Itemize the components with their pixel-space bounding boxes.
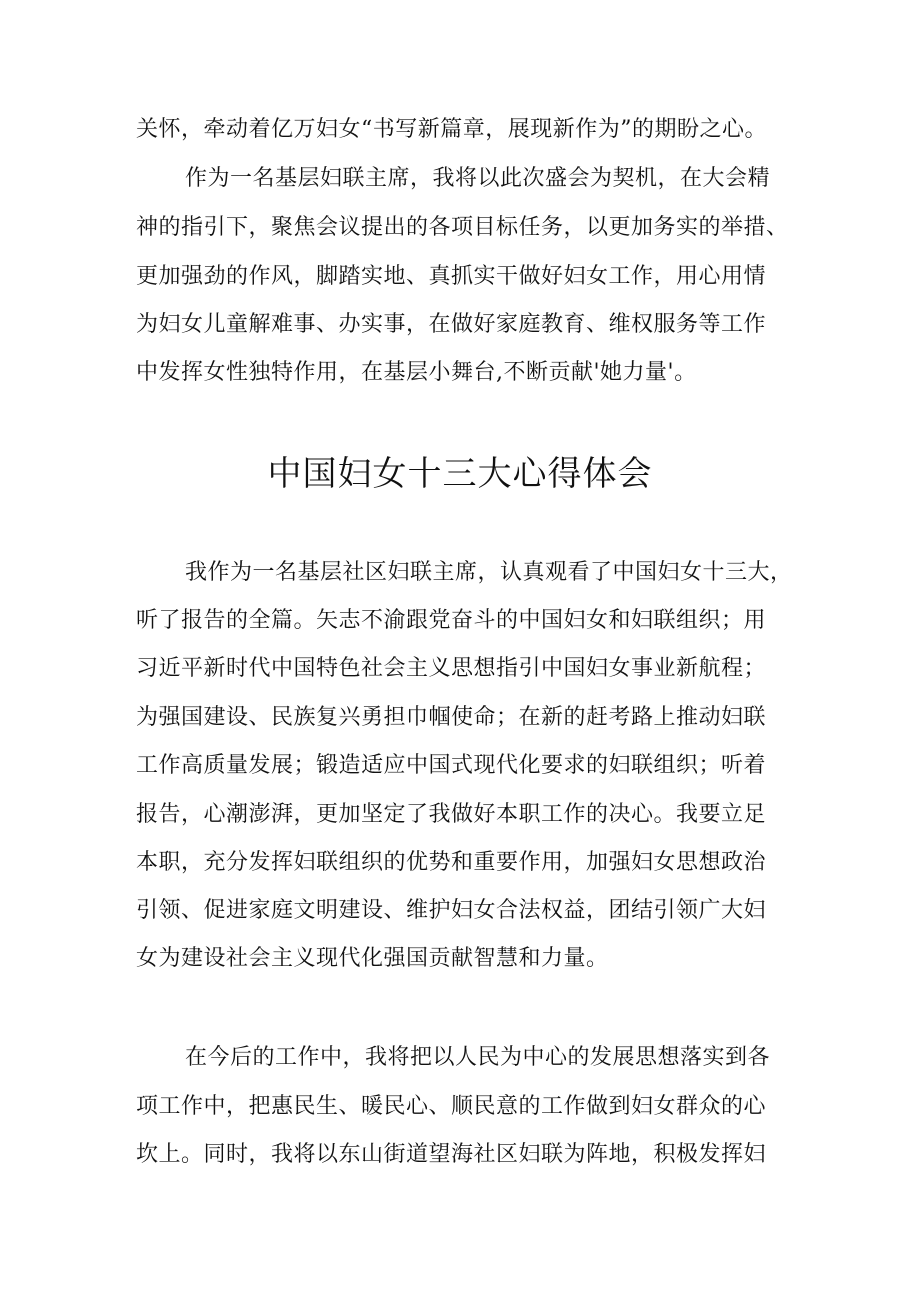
paragraph-line: 工作高质量发展；锻造适应中国式现代化要求的妇联组织；听着 (136, 753, 767, 778)
paragraph-line: 为强国建设、民族复兴勇担巾帼使命；在新的赶考路上推动妇联 (136, 705, 767, 730)
paragraph-line: 作为一名基层妇联主席，我将以此次盛会为契机，在大会精 (185, 166, 771, 191)
paragraph-line: 更加强劲的作风，脚踏实地、真抓实干做好妇女工作，用心用情 (136, 264, 767, 289)
paragraph-line: 关怀，牵动着亿万妇女“书写新篇章，展现新作为”的期盼之心。 (136, 117, 767, 142)
paragraph-line: 报告，心潮澎湃，更加坚定了我做好本职工作的决心。我要立足 (136, 802, 767, 827)
paragraph-line: 在今后的工作中，我将把以人民为中心的发展思想落实到各 (185, 1045, 771, 1070)
paragraph-line: 我作为一名基层社区妇联主席，认真观看了中国妇女十三大， (185, 560, 793, 585)
paragraph-line: 习近平新时代中国特色社会主义思想指引中国妇女事业新航程； (136, 656, 767, 681)
paragraph-line: 听了报告的全篇。矢志不渝跟党奋斗的中国妇女和妇联组织；用 (136, 608, 767, 633)
paragraph-line: 女为建设社会主义现代化强国贡献智慧和力量。 (136, 946, 609, 971)
paragraph-line: 引领、促进家庭文明建设、维护妇女合法权益，团结引领广大妇 (136, 898, 767, 923)
paragraph-line: 神的指引下，聚焦会议提出的各项目标任务，以更加务实的举措、 (136, 215, 789, 240)
paragraph-line: 坎上。同时，我将以东山街道望海社区妇联为阵地，积极发挥妇 (136, 1142, 767, 1167)
paragraph-line: 中发挥女性独特作用，在基层小舞台,不断贡献'她力量'。 (136, 360, 697, 385)
paragraph-line: 为妇女儿童解难事、办实事，在做好家庭教育、维权服务等工作 (136, 312, 767, 337)
paragraph-line: 本职，充分发挥妇联组织的优势和重要作用，加强妇女思想政治 (136, 850, 767, 875)
document-title: 中国妇女十三大心得体会 (267, 454, 653, 494)
paragraph-line: 项工作中，把惠民生、暖民心、顺民意的工作做到妇女群众的心 (136, 1094, 767, 1119)
